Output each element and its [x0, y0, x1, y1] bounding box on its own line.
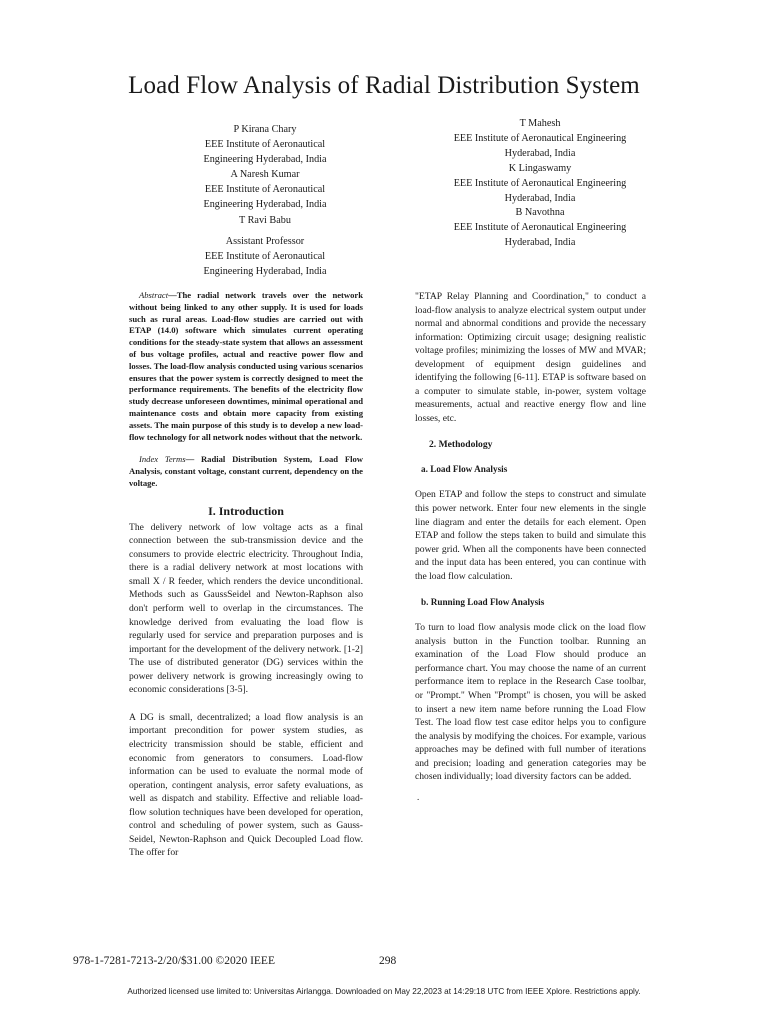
authors-left-block — [150, 123, 380, 280]
author-line: Engineering Hyderabad, India — [203, 153, 327, 165]
author-line: B Navothna — [515, 207, 565, 219]
author-line: EEE Institute of Aeronautical — [204, 251, 326, 263]
load-flow-analysis-text: Open ETAP and follow the steps to construct and simulate this power network. Enter four new elements in the single line diagram and enter the details for each element. Open ETAP and follow the steps taken to build and simulate this power grid. When all the components have been connected and the input data has been entered, you can continue with the load flow calculation. — [415, 489, 646, 582]
author-line: EEE Institute of Aeronautical — [204, 183, 326, 195]
intro-paragraph-2: A DG is small, decentralized; a load flow analysis is an important precondition for power system studies, as electricity transmission should be stable, efficient and economic from generators to consumers. Load-flow information can be used to evaluate the normal mode of operation, contingent analysis, error safety evaluations, as well as dispatch and stability. Effective and reliable load-flow solution techniques have been developed for operation, control and scheduling of power system, such as Gauss- Seidel, Newton-Raphson and Quick Decoupled Load flow. The offer for — [129, 711, 363, 859]
running-load-flow-subheading: b. Running Load Flow Analysis — [421, 597, 545, 608]
author-line: Engineering Hyderabad, India — [203, 266, 327, 278]
paper-title: Load Flow Analysis of Radial Distribution System — [128, 72, 640, 99]
author-line: Assistant Professor — [225, 236, 305, 248]
index-terms — [129, 454, 363, 489]
author-line: T Ravi Babu — [239, 215, 291, 227]
load-flow-analysis-subheading: a. Load Flow Analysis — [421, 464, 508, 475]
abstract — [129, 290, 363, 443]
authors-right-block — [405, 117, 675, 251]
left-column — [129, 290, 363, 860]
author-line: A Naresh Kumar — [230, 168, 300, 180]
author-line: Engineering Hyderabad, India — [203, 198, 327, 210]
intro-paragraph-1: The delivery network of low voltage acts as a final connection between the sub-transmission device and the consumers to provide electric electricity. Throughout India, there is a radial delivery network at most locations with small X / R feeder, which renders the device unconditional. Methods such as GaussSeidel and Newton-Raphson also don't perform well to overlap in the circumstances. The knowledge derived from evaluating the load flow is regularly used for service and preparation purposes and is important for the development of the delivery network. [1-2] The use of distributed generator (DG) services within the power delivery network is growing increasingly owing to economic considerations [3-5]. — [129, 521, 363, 696]
footer-isbn: 978-1-7281-7213-2/20/$31.00 ©2020 IEEE — [73, 955, 275, 967]
index-terms-text: — Radial Distribution System, Load Flow Analysis, constant voltage, constant current, dependency on the voltage. — [129, 454, 363, 488]
introduction-heading: I. Introduction — [208, 503, 284, 518]
right-paragraph-1: "ETAP Relay Planning and Coordination," to conduct a load-flow analysis to analyze electrical system output under normal and abnormal conditions and provide the necessary information: Optimizing circuit usage; designing realistic voltage profiles; minimizing the losses of MW and MVAR; development of equipment design guidelines and identifying the following [6-11]. ETAP is software based on a computer to simulate stable, in-power, system voltage measurements, actual and reactive energy flow and line losses, etc. — [415, 291, 646, 424]
author-line: Hyderabad, India — [504, 147, 576, 159]
author-line: EEE Institute of Aeronautical Engineering — [453, 132, 627, 144]
right-column — [415, 290, 646, 802]
author-line: EEE Institute of Aeronautical Engineering — [453, 177, 627, 189]
license-notice: Authorized licensed use limited to: Universitas Airlangga. Downloaded on May 22,2023 at 14:29:18 UTC from IEEE Xplore. Restrictions apply. — [127, 987, 641, 996]
author-line: EEE Institute of Aeronautical Engineering — [453, 222, 627, 234]
methodology-heading: 2. Methodology — [429, 439, 493, 451]
author-line: EEE Institute of Aeronautical — [204, 138, 326, 150]
author-line: T Mahesh — [519, 118, 561, 129]
abstract-label: Abstract — [139, 290, 169, 300]
running-load-flow-text: To turn to load flow analysis mode click on the load flow analysis button in the Function toolbar. Running an examination of the Load Flow should produce an performance chart. You may choose the name of an current performance item to replace in the Research Case toolbar, or "Prompt." When "Prompt" is chosen, you will be asked to insert a new item name before running the Load Flow Test. The load flow test case editor helps you to configure the analysis by modifying the choices. For example, various approaches may be defined with full number of iterations and precision; loading and generation categories may be chosen individually; load diversity factors can be added. — [415, 622, 646, 783]
author-line: P Kirana Chary — [233, 124, 297, 135]
author-line: Hyderabad, India — [504, 237, 576, 249]
author-line: Hyderabad, India — [504, 192, 576, 204]
index-terms-label: Index Terms — [139, 454, 186, 465]
trailing-dot: . — [417, 791, 420, 802]
author-line: K Lingaswamy — [508, 162, 572, 174]
page-number: 298 — [379, 955, 397, 967]
abstract-text: —The radial network travels over the network without being linked to any other supply. It is used for loads such as rural areas. Load-flow studies are carried out with ETAP (14.0) software which simulates current operating conditions for the steady-state system that allows an assessment of bus voltage profiles, actual and reactive power flow and losses. The load-flow analysis conducted using various scenarios ensures that the power system is correctly designed to meet the performance requirements. The benefits of the electricity flow study decrease unforeseen downtimes, minimal operational and maintenance costs and obtain more capacity from existing assets. The main purpose of this study is to develop a new load-flow technology for all network nodes without that the network. — [129, 290, 363, 442]
